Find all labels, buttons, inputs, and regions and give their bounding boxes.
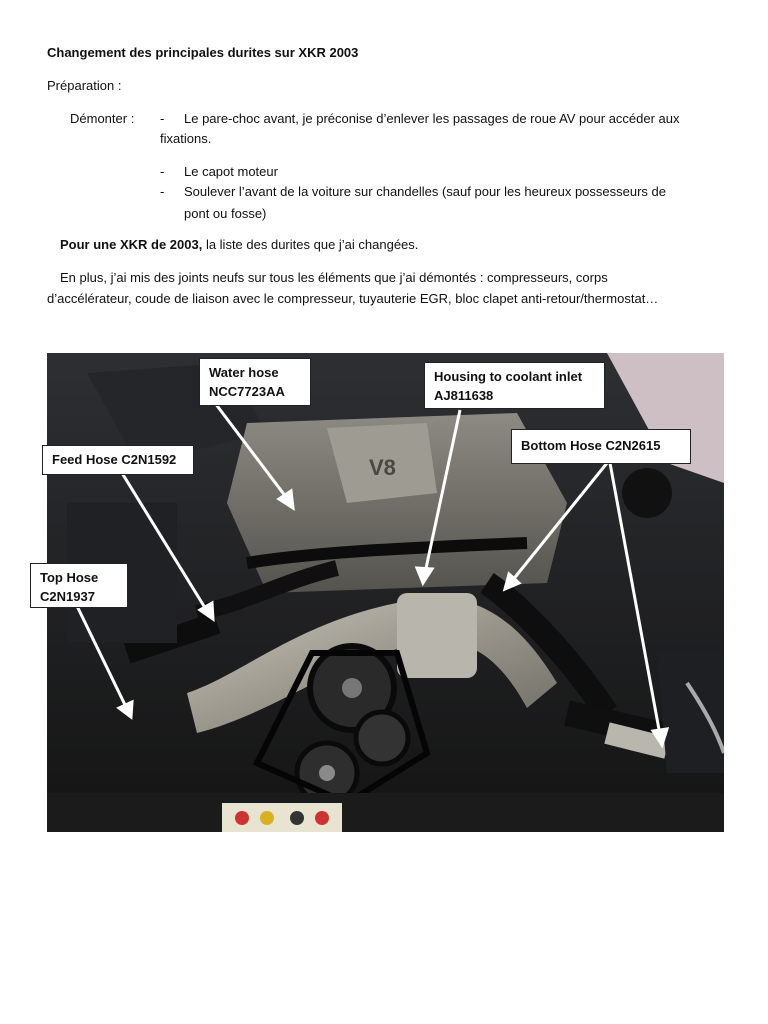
- list-item-bullet: -: [160, 184, 165, 199]
- callout-top-hose-line1: Top Hose: [40, 570, 99, 585]
- list-item-text: Soulever l’avant de la voiture sur chandelles (sauf pour les heureux possesseurs de: [184, 184, 666, 199]
- callout-feed-hose: [42, 445, 194, 475]
- list-item-text: pont ou fosse): [184, 206, 267, 221]
- callout-bottom-hose-line1: Bottom Hose C2N2615: [521, 438, 661, 453]
- callout-housing-line1: Housing to coolant inlet: [434, 369, 583, 384]
- paragraph-joints-line2: d’accélérateur, coude de liaison avec le compresseur, tuyauterie EGR, bloc clapet anti-retour/thermostat…: [47, 291, 659, 306]
- callout-housing-line2: AJ811638: [434, 388, 494, 403]
- engine-photo: [47, 353, 724, 832]
- callout-bottom-hose: [511, 429, 691, 464]
- callout-feed-hose-line1: Feed Hose C2N1592: [52, 452, 177, 467]
- list-item-bullet: -: [160, 111, 165, 126]
- callout-water-hose-line1: Water hose: [209, 365, 279, 380]
- paragraph-list-intro: [60, 236, 418, 254]
- engine-cover-badge: V8: [369, 455, 396, 480]
- demonter-label: Démonter :: [70, 111, 135, 126]
- paragraph-joints-line1: En plus, j’ai mis des joints neufs sur tous les éléments que j’ai démontés : compresseurs, corps: [60, 270, 608, 285]
- paragraph-bold: Pour une XKR de 2003,: [60, 237, 203, 252]
- list-item-text: fixations.: [160, 131, 212, 146]
- preparation-label: Préparation :: [47, 78, 122, 93]
- callout-top-hose-line2: C2N1937: [40, 589, 95, 604]
- callout-water-hose-line2: NCC7723AA: [209, 384, 285, 399]
- paragraph-rest: la liste des durites que j’ai changées.: [202, 237, 419, 252]
- list-item-text: Le pare-choc avant, je préconise d’enlever les passages de roue AV pour accéder aux: [184, 111, 680, 126]
- callout-housing: [424, 362, 605, 409]
- engine-photo-drawing: [47, 353, 724, 832]
- page-title: Changement des principales durites sur XKR 2003: [47, 45, 359, 60]
- callout-water-hose: [199, 358, 311, 406]
- list-item-bullet: -: [160, 164, 165, 179]
- callout-top-hose: [30, 563, 128, 608]
- list-item-text: Le capot moteur: [184, 164, 278, 179]
